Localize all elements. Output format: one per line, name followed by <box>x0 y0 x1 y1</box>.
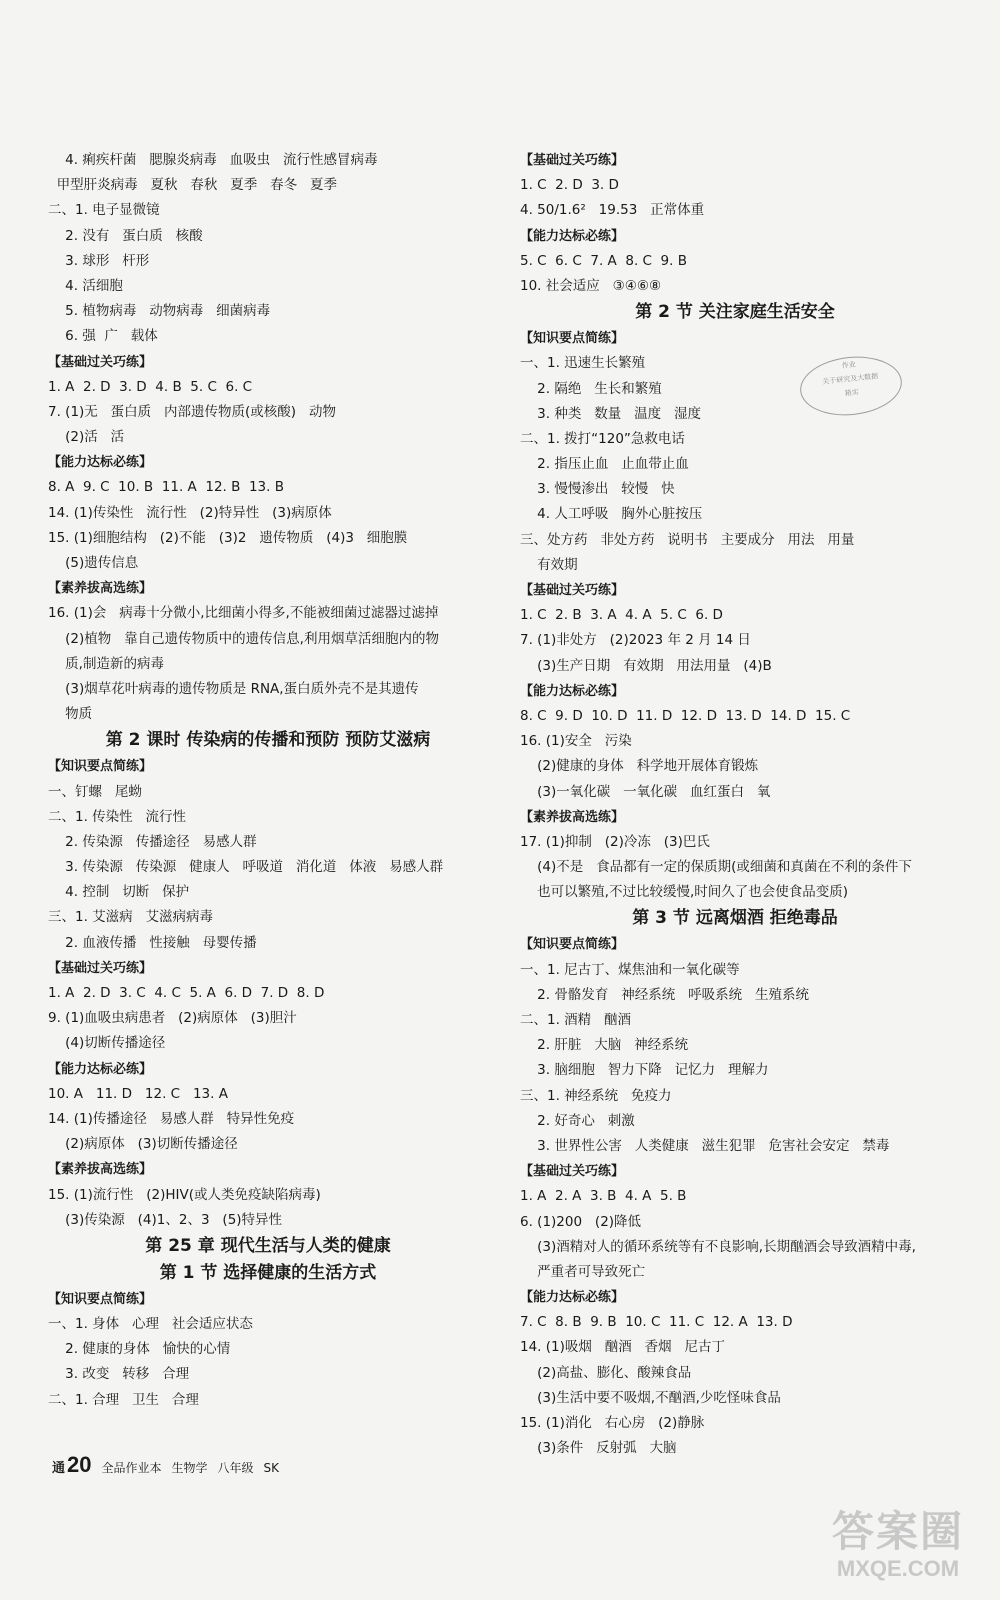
answer-line: 2. 指压止血 止血带止血 <box>520 456 689 473</box>
answer-line: 二、1. 酒精 酗酒 <box>520 1012 632 1028</box>
answer-line: 二、1. 拨打“120”急救电话 <box>520 430 685 447</box>
exercise-label: 【素养拔高选练】 <box>520 809 625 825</box>
answer-line: 质,制造新的病毒 <box>48 655 164 672</box>
answer-line: 三、处方药 非处方药 说明书 主要成分 用法 用量 <box>520 531 855 548</box>
answer-line: (3)一氧化碳 一氧化碳 血红蛋白 氧 <box>520 783 771 800</box>
answer-line: (3)生活中要不吸烟,不酗酒,少吃怪味食品 <box>520 1389 781 1406</box>
answer-line: 8. C 9. D 10. D 11. D 12. D 13. D 14. D 15. C <box>520 707 851 724</box>
footer-grade: 八年级 <box>217 1461 254 1475</box>
answer-line: 一、1. 身体 心理 社会适应状态 <box>48 1316 253 1333</box>
answer-line: 3. 改变 转移 合理 <box>48 1366 190 1383</box>
answer-line: 2. 血液传播 性接触 母婴传播 <box>48 934 257 951</box>
exercise-label: 【知识要点简练】 <box>520 937 625 953</box>
answer-line: 16. (1)安全 污染 <box>520 733 632 750</box>
answer-line: 4. 人工呼吸 胸外心脏按压 <box>520 506 703 523</box>
answer-line: 1. C 2. B 3. A 4. A 5. C 6. D <box>520 607 723 624</box>
page-footer <box>52 1452 279 1478</box>
answer-line: 10. A 11. D 12. C 13. A <box>48 1085 228 1102</box>
answer-line: 9. (1)血吸虫病患者 (2)病原体 (3)胆汁 <box>48 1010 297 1027</box>
exercise-label: 【基础过关巧练】 <box>520 583 625 598</box>
answer-line: 2. 骨骼发育 神经系统 呼吸系统 生殖系统 <box>520 986 809 1003</box>
answer-line: 一、钉螺 尾蚴 <box>48 783 142 800</box>
answer-line: 14. (1)传播途径 易感人群 特异性免疫 <box>48 1110 295 1127</box>
exercise-label: 【基础过关巧练】 <box>520 153 625 168</box>
answer-line: 二、1. 合理 卫生 合理 <box>48 1391 199 1408</box>
exercise-label: 【基础过关巧练】 <box>48 354 153 370</box>
exercise-label: 【知识要点简练】 <box>48 1291 153 1307</box>
answer-line: 3. 传染源 传染源 健康人 呼吸道 消化道 体液 易感人群 <box>48 859 444 876</box>
exercise-label: 【素养拔高选练】 <box>48 1162 153 1178</box>
section-heading: 第 2 课时 传染病的传播和预防 预防艾滋病 <box>105 730 431 751</box>
stamp-line: 关于研究及大数据 <box>822 372 879 386</box>
answer-line: 有效期 <box>520 556 578 573</box>
answer-line: 2. 传染源 传播途径 易感人群 <box>48 833 257 850</box>
exercise-label: 【基础过关巧练】 <box>48 960 153 976</box>
answer-line: (2)高盐、膨化、酸辣食品 <box>520 1364 692 1381</box>
answer-line: 三、1. 神经系统 免疫力 <box>520 1087 672 1104</box>
answer-line: (5)遗传信息 <box>48 555 139 571</box>
section-heading: 第 25 章 现代生活与人类的健康 <box>145 1235 391 1256</box>
answer-line: 物质 <box>48 706 93 723</box>
answer-line: 1. A 2. A 3. B 4. A 5. B <box>520 1188 687 1205</box>
exercise-label: 【能力达标必练】 <box>520 228 625 244</box>
answer-line: 4. 50/1.6² 19.53 正常体重 <box>520 202 705 219</box>
section-heading: 第 2 节 关注家庭生活安全 <box>635 302 835 323</box>
watermark-text: 答案圈 <box>831 1508 964 1555</box>
footer-edition: SK <box>263 1461 280 1475</box>
answer-line: 3. 种类 数量 温度 湿度 <box>520 405 701 422</box>
answer-line: 8. A 9. C 10. B 11. A 12. B 13. B <box>48 479 284 496</box>
exercise-label: 【能力达标必练】 <box>520 683 625 699</box>
left-column <box>48 148 488 1413</box>
right-column <box>520 148 950 1461</box>
answer-line: 三、1. 艾滋病 艾滋病病毒 <box>48 909 214 926</box>
answer-line: 6. (1)200 (2)降低 <box>520 1213 642 1230</box>
answer-line: 3. 世界性公害 人类健康 滋生犯罪 危害社会安定 禁毒 <box>520 1137 890 1154</box>
watermark-url: MXQE.COM <box>836 1556 960 1581</box>
answer-line: 1. C 2. D 3. D <box>520 177 619 194</box>
footer-book: 全品作业本 <box>101 1461 162 1475</box>
answer-line: 16. (1)会 病毒十分微小,比细菌小得多,不能被细菌过滤器过滤掉 <box>48 605 439 622</box>
answer-line: (2)病原体 (3)切断传播途径 <box>48 1136 238 1153</box>
answer-line: 17. (1)抑制 (2)冷冻 (3)巴氏 <box>520 833 710 850</box>
answer-line: 15. (1)细胞结构 (2)不能 (3)2 遗传物质 (4)3 细胞膜 <box>48 529 408 546</box>
answer-line: 严重者可导致死亡 <box>520 1263 646 1280</box>
stamp-line: 作业 <box>841 360 857 370</box>
section-heading: 第 1 节 选择健康的生活方式 <box>159 1262 377 1283</box>
answer-line: (4)切断传播途径 <box>48 1035 166 1052</box>
answer-line: 7. (1)非处方 (2)2023 年 2 月 14 日 <box>520 632 751 649</box>
answer-line: 4. 痢疾杆菌 腮腺炎病毒 血吸虫 流行性感冒病毒 <box>48 152 378 168</box>
answer-line: (4)不是 食品都有一定的保质期(或细菌和真菌在不利的条件下 <box>520 859 912 876</box>
answer-line: 2. 健康的身体 愉快的心情 <box>48 1341 231 1358</box>
exercise-label: 【能力达标必练】 <box>48 1061 153 1077</box>
exercise-label: 【基础过关巧练】 <box>520 1164 625 1180</box>
answer-line: 14. (1)吸烟 酗酒 香烟 尼古丁 <box>520 1339 726 1356</box>
answer-line: (2)植物 靠自己遗传物质中的遗传信息,利用烟草活细胞内的物 <box>48 630 439 647</box>
answer-line: 一、1. 尼古丁、煤焦油和一氧化碳等 <box>520 961 740 978</box>
answer-line: 2. 好奇心 刺激 <box>520 1112 635 1129</box>
answer-line: 15. (1)流行性 (2)HIV(或人类免疫缺陷病毒) <box>48 1186 321 1203</box>
exercise-label: 【能力达标必练】 <box>48 455 153 471</box>
answer-line: (2)活 活 <box>48 429 125 446</box>
answer-line: (3)酒精对人的循环系统等有不良影响,长期酗酒会导致酒精中毒, <box>520 1238 916 1255</box>
answer-line: 14. (1)传染性 流行性 (2)特异性 (3)病原体 <box>48 504 332 521</box>
answer-line: 5. C 6. C 7. A 8. C 9. B <box>520 252 687 269</box>
exercise-label: 【知识要点简练】 <box>48 759 153 775</box>
answer-line: 3. 球形 杆形 <box>48 252 150 269</box>
answer-line: 二、1. 传染性 流行性 <box>48 808 187 825</box>
answer-line: 2. 肝脏 大脑 神经系统 <box>520 1037 689 1054</box>
answer-line: 4. 活细胞 <box>48 277 123 294</box>
exercise-label: 【素养拔高选练】 <box>48 581 153 597</box>
answer-line: 也可以繁殖,不过比较缓慢,时间久了也会使食品变质) <box>520 884 849 901</box>
answer-line: 5. 植物病毒 动物病毒 细菌病毒 <box>48 303 271 320</box>
answer-line: 6. 强 广 载体 <box>48 328 158 345</box>
answer-line: 15. (1)消化 右心房 (2)静脉 <box>520 1415 705 1431</box>
answer-line: 4. 控制 切断 保护 <box>48 884 190 901</box>
answer-line: 2. 隔绝 生长和繁殖 <box>520 380 662 397</box>
footer-subject: 生物学 <box>171 1461 208 1475</box>
answer-line: 二、1. 电子显微镜 <box>48 202 160 219</box>
answer-line: (3)条件 反射弧 大脑 <box>520 1440 677 1457</box>
answer-line: 1. A 2. D 3. C 4. C 5. A 6. D 7. D 8. D <box>48 985 325 1001</box>
answer-line: (2)健康的身体 科学地开展体育锻炼 <box>520 758 759 775</box>
answer-line: 一、1. 迅速生长繁殖 <box>520 355 646 372</box>
exercise-label: 【知识要点简练】 <box>520 331 625 347</box>
answer-line: 1. A 2. D 3. D 4. B 5. C 6. C <box>48 378 253 395</box>
footer-tag: 通 <box>52 1461 66 1476</box>
answer-line: 10. 社会适应 ③④⑥⑧ <box>520 277 662 294</box>
answer-line: (3)烟草花叶病毒的遗传物质是 RNA,蛋白质外壳不是其遗传 <box>48 680 419 697</box>
answer-line: 7. (1)无 蛋白质 内部遗传物质(或核酸) 动物 <box>48 403 336 420</box>
answer-line: 3. 脑细胞 智力下降 记忆力 理解力 <box>520 1062 769 1079</box>
page-number: 20 <box>67 1452 92 1477</box>
answer-line: 甲型肝炎病毒 夏秋 春秋 夏季 春冬 夏季 <box>48 177 337 194</box>
answer-line: (3)生产日期 有效期 用法用量 (4)B <box>520 657 772 674</box>
answer-line: (3)传染源 (4)1、2、3 (5)特异性 <box>48 1211 283 1228</box>
exercise-label: 【能力达标必练】 <box>520 1290 625 1306</box>
answer-line: 2. 没有 蛋白质 核酸 <box>48 227 203 244</box>
section-heading: 第 3 节 远离烟酒 拒绝毒品 <box>632 908 838 929</box>
answer-line: 3. 慢慢渗出 较慢 快 <box>520 481 675 498</box>
watermark-logo <box>818 1508 978 1592</box>
answer-line: 7. C 8. B 9. B 10. C 11. C 12. A 13. D <box>520 1314 793 1331</box>
stamp-line: 箱实 <box>844 388 860 398</box>
